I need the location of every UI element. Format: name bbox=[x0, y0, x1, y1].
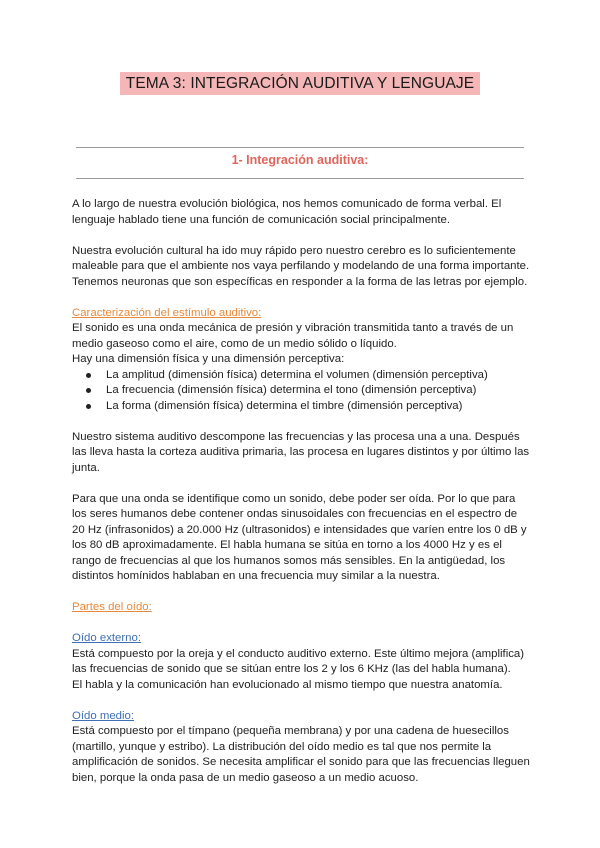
partes-heading[interactable]: Partes del oído: bbox=[72, 601, 152, 613]
dimension-list bbox=[72, 368, 530, 415]
oido-medio-heading[interactable]: Oído medio: bbox=[72, 709, 135, 722]
caracterizacion-paragraph-1: El sonido es una onda mecánica de presión y vibración transmitida tanto a través de un medio gaseoso como el aire, como de un medio sólido o líquido. bbox=[72, 322, 514, 350]
sistema-paragraph: Nuestro sistema auditivo descompone las frecuencias y las procesa una a una. Después las lleva hasta la corteza auditiva primaria, las procesa en lugares distintos y por último las junta. bbox=[72, 430, 530, 474]
document-body bbox=[72, 197, 530, 802]
list-item bbox=[106, 383, 530, 399]
oido-externo-heading[interactable]: Oído externo: bbox=[72, 632, 142, 644]
intro-paragraph-1: A lo largo de nuestra evolución biológica, nos hemos comunicado de forma verbal. El lenguaje hablado tiene una función de comunicación social principalmente. bbox=[72, 198, 502, 226]
title-container bbox=[0, 72, 600, 95]
divider-top bbox=[76, 147, 524, 148]
oido-externo-paragraph-1: Está compuesto por la oreja y el conducto auditivo externo. Este último mejora (amplifica) las frecuencias de sonido que se sitúan entre los 2 y los 6 KHz (las del habla humana). bbox=[72, 647, 525, 675]
onda-paragraph: Para que una onda se identifique como un sonido, debe poder ser oída. Por lo que para los seres humanos debe contener ondas sinusoidales con frecuencias en el espectro de 20 Hz (infrasonidos) a 20.000 Hz (ultrasonidos) e intensidades que varíen entre los 0 dB y los 80 dB aproximadamente. El habla humana se sitúa en torno a los 4000 Hz y es el rango de frecuencias al que los humanos somos más sensibles. En la antigüedad, los distintos homínidos hablaban en una frecuencia muy similar a la nuestra. bbox=[72, 492, 527, 582]
intro-paragraph-2: Nuestra evolución cultural ha ido muy rápido pero nuestro cerebro es lo suficientemente maleable para que el ambiente nos vaya perfilando y modelando de una forma importante. Tenemos neuronas que son específicas en responder a la forma de las letras por ejemplo. bbox=[72, 244, 530, 288]
section-heading: 1- Integración auditiva: bbox=[231, 153, 369, 167]
list-item-text: La frecuencia (dimensión física) determina el tono (dimensión perceptiva) bbox=[106, 384, 477, 396]
page-title: TEMA 3: INTEGRACIÓN AUDITIVA Y LENGUAJE bbox=[120, 72, 480, 95]
oido-medio-paragraph-1: Está compuesto por el tímpano (pequeña membrana) y por una cadena de huesecillos (martillo, yunque y estribo). La distribución del oído medio es tal que nos permite la amplificación de sonidos. Se necesita amplificar el sonido para que las frecuencias lleguen bien, porque la onda pasa de un medio gaseoso a un medio acuoso. bbox=[72, 725, 530, 784]
oido-externo-paragraph-2: El habla y la comunicación han evolucionado al mismo tiempo que nuestra anatomía. bbox=[72, 678, 503, 691]
divider-bottom bbox=[76, 178, 524, 179]
caracterizacion-heading[interactable]: Caracterización del estímulo auditivo: bbox=[72, 306, 262, 319]
list-item-text: La forma (dimensión física) determina el timbre (dimensión perceptiva) bbox=[106, 399, 463, 412]
bullet-icon bbox=[86, 373, 91, 378]
bullet-icon bbox=[86, 388, 91, 393]
list-item bbox=[106, 399, 530, 415]
caracterizacion-paragraph-2: Hay una dimensión física y una dimensión perceptiva: bbox=[72, 353, 345, 365]
list-item-text: La amplitud (dimensión física) determina el volumen (dimensión perceptiva) bbox=[106, 368, 488, 381]
list-item bbox=[106, 368, 530, 384]
bullet-icon bbox=[86, 404, 91, 409]
